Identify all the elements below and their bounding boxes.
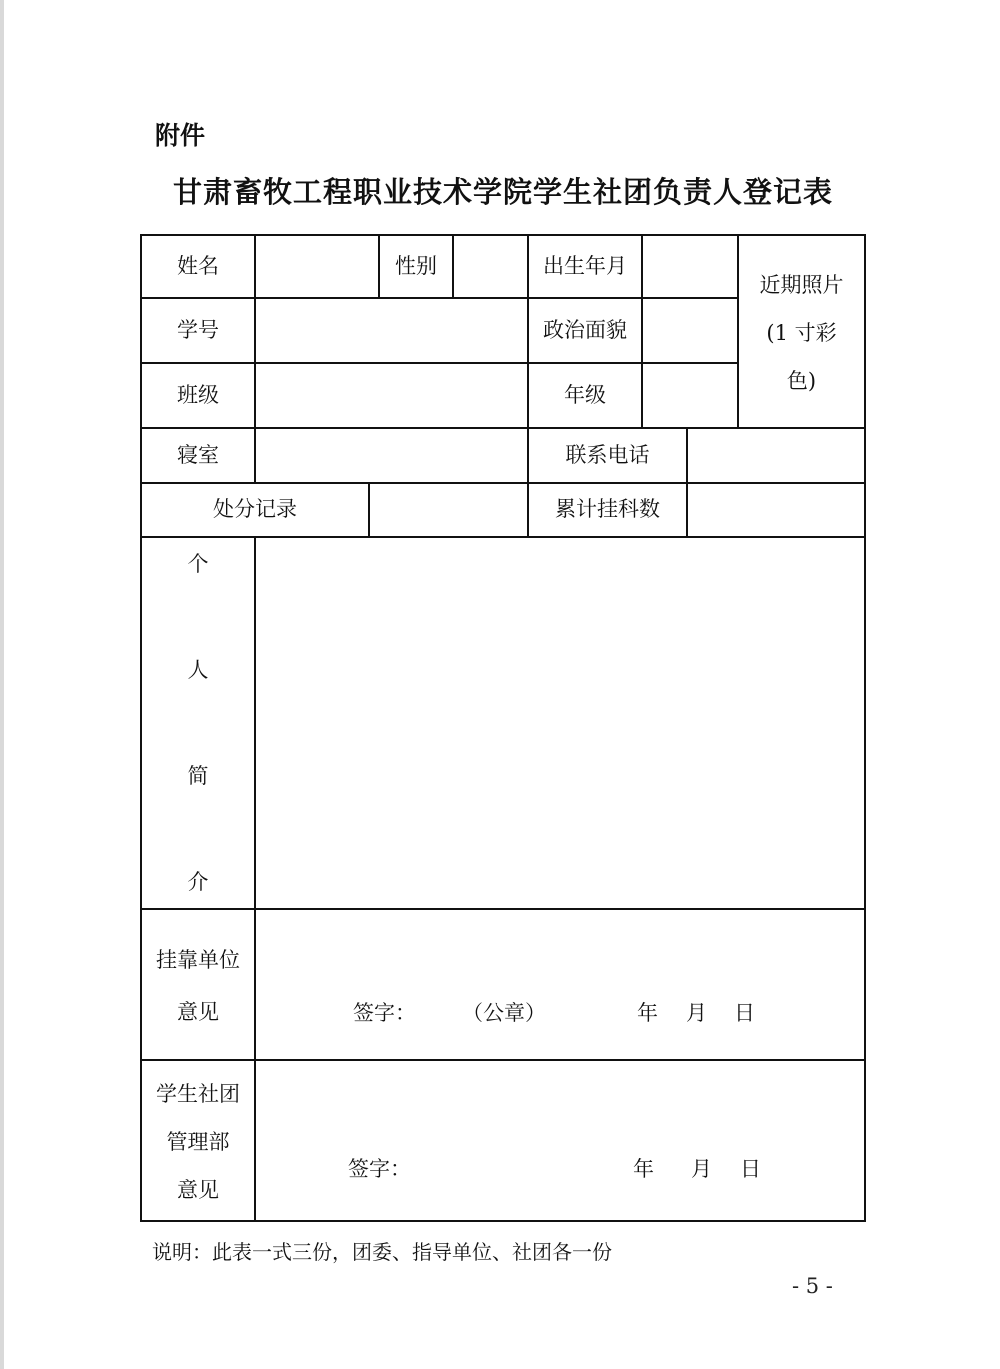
profile-input[interactable] [256,538,864,908]
dept-signature-label: 签字： [348,1157,411,1181]
photo-box[interactable] [739,236,864,427]
profile-char: 介 [187,870,209,894]
dept-month-label: 月 [691,1157,712,1181]
birth-input[interactable] [643,236,737,297]
unit-seal-label: （公章） [462,1001,546,1025]
page-edge [0,0,4,1369]
unit-opinion-label [142,910,254,1059]
grade-label: 年级 [564,382,606,407]
student-id-label: 学号 [177,317,219,342]
photo-label-line3: 色) [786,368,817,393]
dept-opinion-input[interactable] [256,1061,864,1220]
profile-label [142,548,254,896]
discipline-record-label: 处分记录 [213,497,297,522]
political-status-label: 政治面貌 [543,317,627,342]
birth-label: 出生年月 [543,253,627,278]
student-id-input[interactable] [256,299,527,362]
table-border-bottom [140,1220,866,1222]
attachment-label: 附件 [155,121,206,150]
name-input[interactable] [256,236,378,297]
class-label: 班级 [177,382,219,407]
dorm-input[interactable] [256,429,527,482]
dorm-label: 寝室 [177,442,219,467]
profile-char: 简 [187,764,209,788]
unit-signature-label: 签字： [353,1001,416,1025]
phone-input[interactable] [688,429,864,482]
dept-opinion-line3: 意见 [177,1177,219,1202]
form-title: 甘肃畜牧工程职业技术学院学生社团负责人登记表 [172,175,833,209]
class-input[interactable] [256,364,527,427]
dept-opinion-line2: 管理部 [166,1129,230,1154]
page-number: - 5 - [792,1274,833,1298]
unit-opinion-line2: 意见 [177,999,219,1024]
unit-month-label: 月 [686,1001,707,1025]
gender-input[interactable] [454,236,527,297]
photo-label-line2: (1 寸彩 [766,320,837,345]
photo-label-line1: 近期照片 [759,272,844,297]
dept-opinion-line1: 学生社团 [156,1081,240,1106]
profile-char: 个 [187,552,209,576]
unit-opinion-input[interactable] [256,910,864,1059]
table-border-right [864,234,866,1222]
unit-day-label: 日 [734,1001,755,1025]
gender-label: 性别 [395,253,437,278]
dept-year-label: 年 [633,1157,654,1181]
dept-day-label: 日 [740,1157,761,1181]
profile-char: 人 [187,658,209,682]
phone-label: 联系电话 [565,442,650,467]
discipline-record-input[interactable] [370,484,527,536]
unit-year-label: 年 [637,1001,658,1025]
political-status-input[interactable] [643,299,737,362]
dept-opinion-label [142,1061,254,1220]
failed-courses-label: 累计挂科数 [555,497,660,522]
form-note: 说明：此表一式三份，团委、指导单位、社团各一份 [152,1240,612,1264]
failed-courses-input[interactable] [688,484,864,536]
name-label: 姓名 [177,253,219,278]
unit-opinion-line1: 挂靠单位 [156,947,240,972]
grade-input[interactable] [643,364,737,427]
